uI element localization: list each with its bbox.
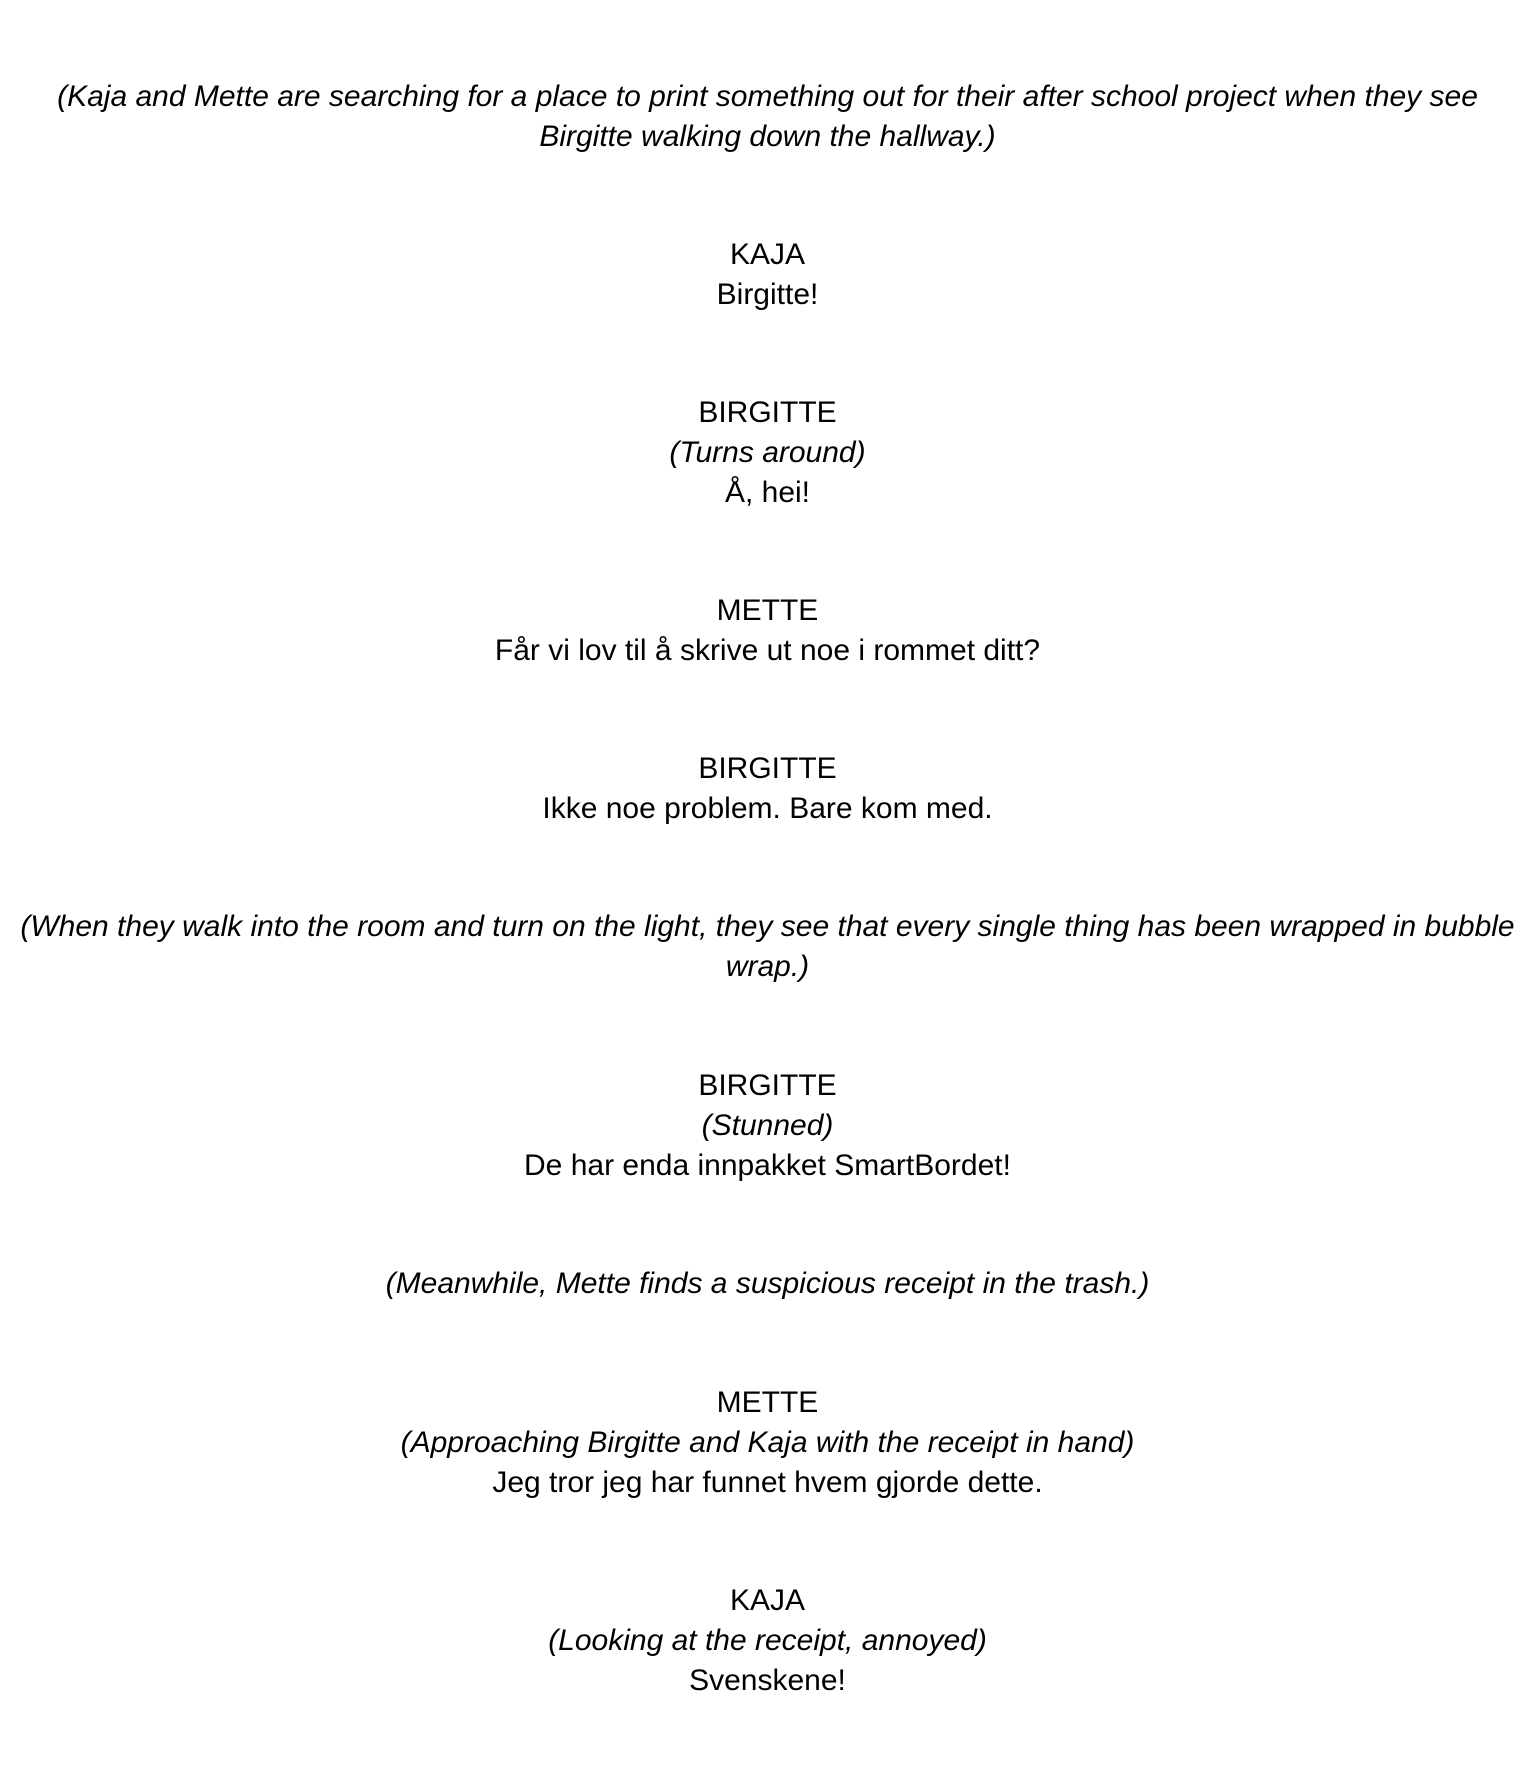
speaker-kaja: KAJA <box>729 1584 806 1617</box>
speaker-birgitte: BIRGITTE <box>698 396 837 429</box>
parenthetical: (Approaching Birgitte and Kaja with the receipt in hand) <box>400 1426 1135 1459</box>
dialogue-line: Får vi lov til å skrive ut noe i rommet ditt? <box>494 634 1041 667</box>
dialogue-line: Svenskene! <box>689 1664 846 1697</box>
speaker-mette: METTE <box>716 594 819 627</box>
parenthetical: (Turns around) <box>669 436 866 469</box>
parenthetical: (Looking at the receipt, annoyed) <box>548 1624 987 1657</box>
speaker-birgitte: BIRGITTE <box>698 752 837 785</box>
speaker-mette: METTE <box>716 1386 819 1419</box>
stage-direction-opening: (Kaja and Mette are searching for a place to print something out for their after school project when they see Birgitte walking down the hallway.) <box>57 80 1478 153</box>
dialogue-line: Birgitte! <box>716 278 819 311</box>
dialogue-line: Å, hei! <box>724 476 811 509</box>
dialogue-line: Jeg tror jeg har funnet hvem gjorde dette. <box>492 1466 1043 1499</box>
parenthetical: (Stunned) <box>701 1109 834 1142</box>
speaker-kaja: KAJA <box>729 238 806 271</box>
dialogue-line: Ikke noe problem. Bare kom med. <box>542 792 993 825</box>
stage-direction: (When they walk into the room and turn on the light, they see that every single thing has been wrapped in bubble wrap.) <box>20 910 1515 983</box>
dialogue-line: De har enda innpakket SmartBordet! <box>524 1149 1011 1182</box>
stage-direction: (Meanwhile, Mette finds a suspicious receipt in the trash.) <box>385 1267 1150 1300</box>
speaker-birgitte: BIRGITTE <box>698 1069 837 1102</box>
